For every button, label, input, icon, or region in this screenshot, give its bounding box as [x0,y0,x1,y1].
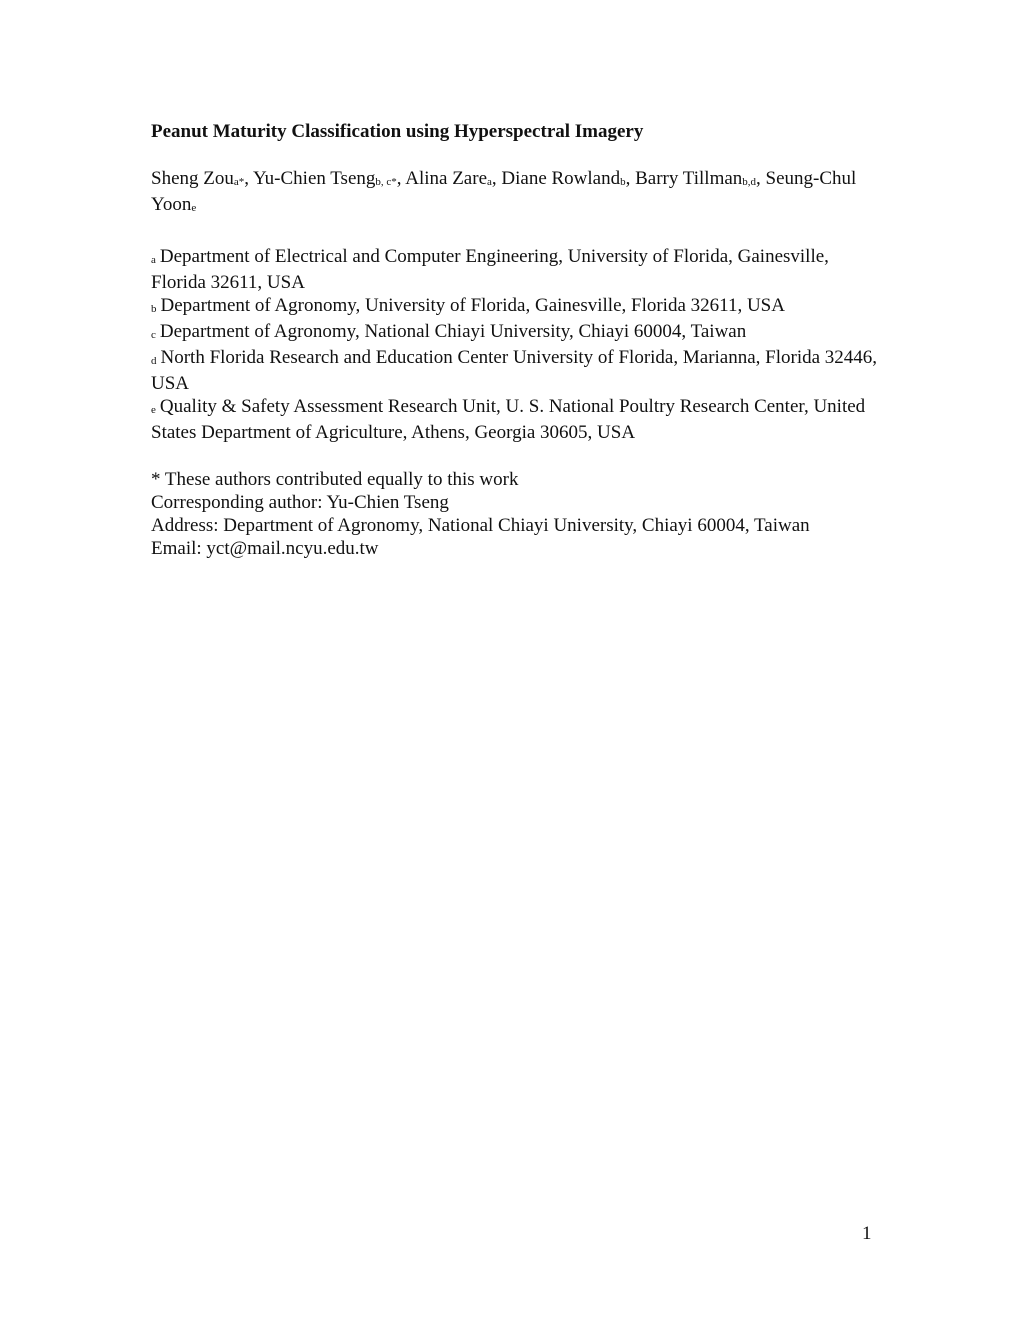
author-name: Diane Rowland [501,168,621,189]
paper-title: Peanut Maturity Classification using Hyperspectral Imagery [151,121,644,142]
author-notes [151,468,881,560]
author-affiliation-mark: a* [233,176,245,188]
affiliation-mark: d [151,355,157,367]
affiliation-item [151,245,881,294]
author-affiliation-mark: b, c* [375,176,397,188]
author-separator: , [396,168,406,189]
corresponding-address: Address: Department of Agronomy, National Chiayi University, Chiayi 60004, Taiwan [151,515,810,536]
affiliation-item [151,294,881,320]
author-name: Yu-Chien Tseng [253,168,376,189]
page-number: 1 [862,1223,872,1244]
author-list [151,167,881,219]
affiliation-item [151,346,881,395]
corresponding-email: Email: yct@mail.ncyu.edu.tw [151,538,379,559]
author-separator: , [625,168,636,189]
author-name: Seung-Chul Yoon [151,168,857,215]
affiliation-mark: c [151,329,156,341]
affiliation-text: Department of Electrical and Computer Engineering, University of Florida, Gainesville, Florida 32611, USA [151,246,829,293]
author-affiliation-mark: e [191,202,197,214]
author-affiliation-mark: a [487,176,492,188]
author-affiliation-mark: b,d [742,176,757,188]
affiliation-text: Department of Agronomy, National Chiayi University, Chiayi 60004, Taiwan [159,321,747,342]
affiliation-mark: e [151,404,156,416]
affiliation-list [151,245,881,444]
author-name: Alina Zare [405,168,487,189]
equal-contribution-note: * These authors contributed equally to this work [151,469,519,490]
affiliation-text: North Florida Research and Education Center University of Florida, Marianna, Florida 32446, USA [151,347,878,394]
title-page-content [151,120,881,560]
author-affiliation-mark: b [620,176,626,188]
affiliation-mark: b [151,303,157,315]
author-separator: , [491,168,502,189]
affiliation-mark: a [151,254,156,266]
affiliation-item [151,320,881,346]
affiliation-text: Quality & Safety Assessment Research Unit, U. S. National Poultry Research Center, United States Department of Agriculture, Athens, Georgia 30605, USA [151,396,866,443]
author-separator: , [756,168,766,189]
author-name: Barry Tillman [635,168,743,189]
affiliation-item [151,395,881,444]
author-separator: , [244,168,254,189]
corresponding-author: Corresponding author: Yu-Chien Tseng [151,492,449,513]
affiliation-text: Department of Agronomy, University of Florida, Gainesville, Florida 32611, USA [160,295,785,316]
author-name: Sheng Zou [151,168,234,189]
